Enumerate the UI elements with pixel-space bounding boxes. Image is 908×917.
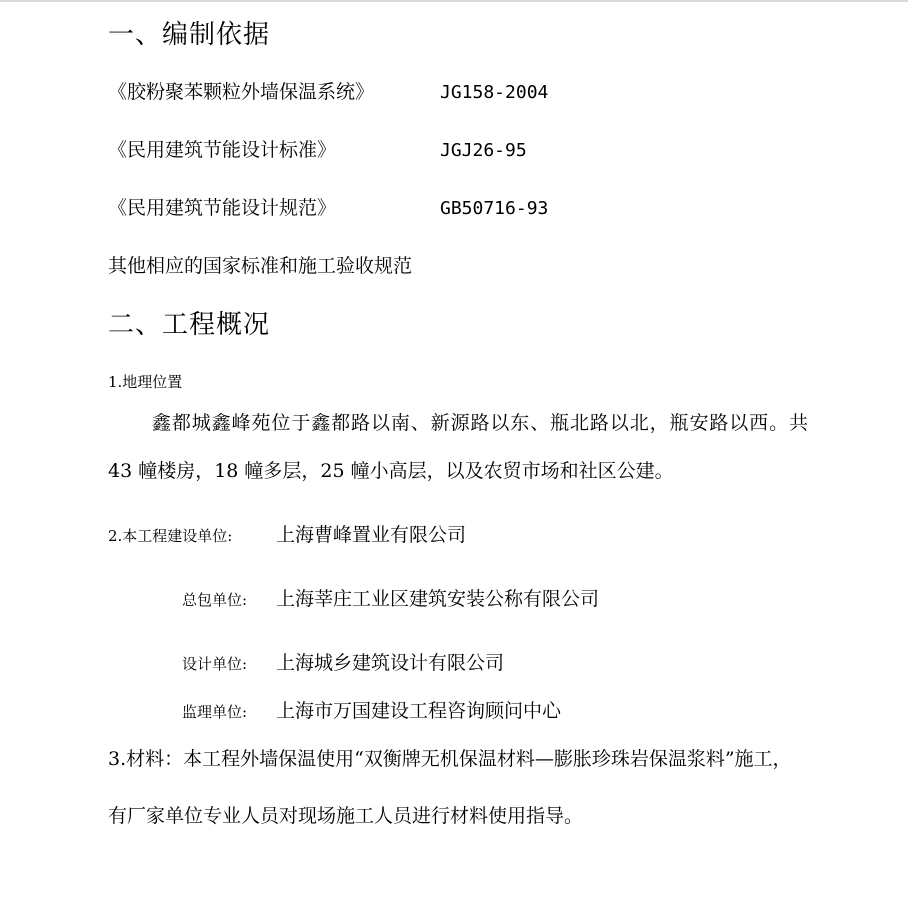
designer-label: 设计单位: xyxy=(182,655,248,673)
standard-code: JGJ26-95 xyxy=(440,140,527,161)
location-paragraph: 鑫都城鑫峰苑位于鑫都路以南、新源路以东、瓶北路以北，瓶安路以西。共 43 幢楼房，18 幢多层，25 幢小高层，以及农贸市场和社区公建。 xyxy=(108,412,808,482)
designer-value: 上海城乡建筑设计有限公司 xyxy=(276,652,505,674)
supervisor-label: 监理单位: xyxy=(182,703,248,721)
standard-title: 《民用建筑节能设计标准》 xyxy=(108,139,337,161)
standard-code: GB50716-93 xyxy=(440,198,549,219)
location-label: 1.地理位置 xyxy=(108,373,183,391)
builder-value: 上海曹峰置业有限公司 xyxy=(276,524,467,546)
standard-title: 《民用建筑节能设计规范》 xyxy=(108,197,337,219)
builder-label: 2.本工程建设单位: xyxy=(108,527,233,545)
materials-paragraph: 3.材料：本工程外墙保温使用“双衡牌无机保温材料—膨胀珍珠岩保温浆料”施工，有厂家单位专业人员对现场施工人员进行材料使用指导。 xyxy=(108,748,792,827)
section-heading-overview: 二、工程概况 xyxy=(108,310,271,340)
standard-title: 《胶粉聚苯颗粒外墙保温系统》 xyxy=(108,81,375,103)
contractor-label: 总包单位: xyxy=(182,591,248,609)
contractor-value: 上海莘庄工业区建筑安装公称有限公司 xyxy=(276,588,600,610)
standard-code: JG158-2004 xyxy=(440,82,549,103)
page-top-border xyxy=(0,0,908,2)
other-standards-text: 其他相应的国家标准和施工验收规范 xyxy=(108,255,413,277)
section-heading-basis: 一、编制依据 xyxy=(108,20,271,50)
supervisor-value: 上海市万国建设工程咨询顾问中心 xyxy=(276,700,562,722)
